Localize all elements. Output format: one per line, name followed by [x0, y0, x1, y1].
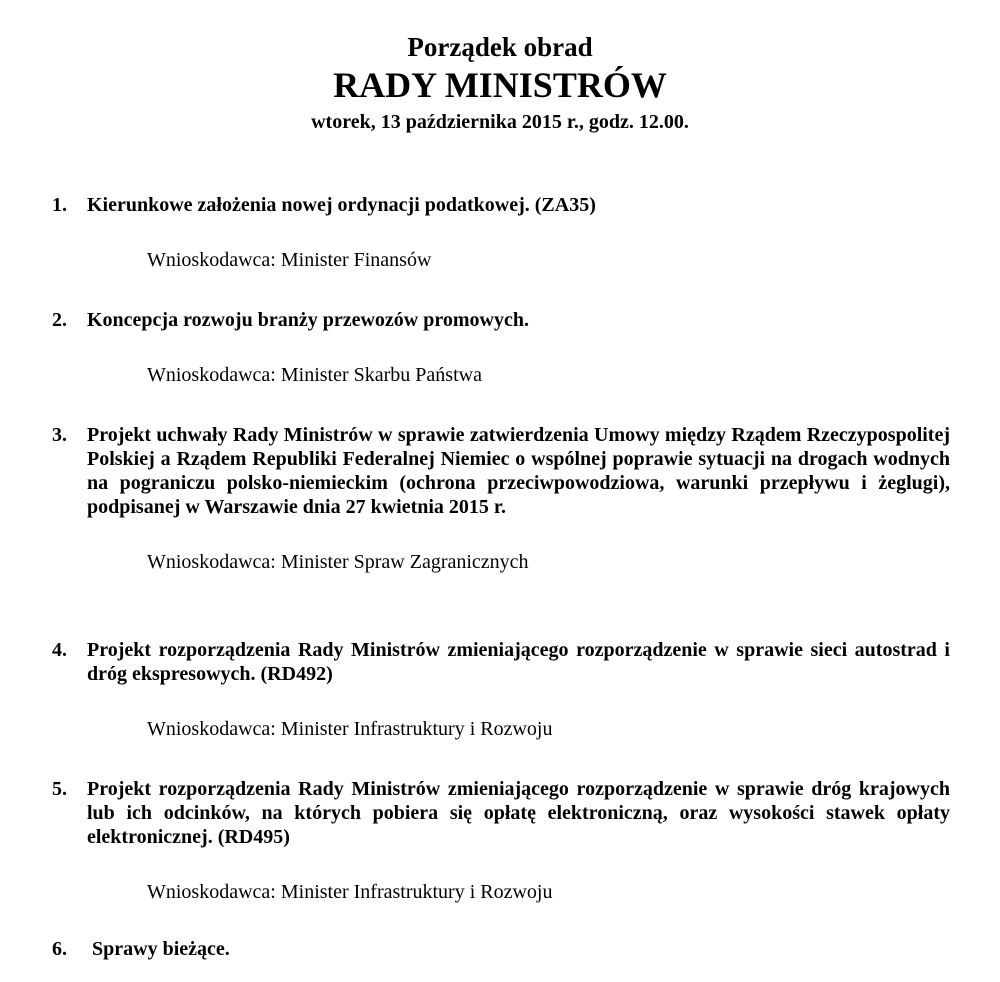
item-proposer: Wnioskodawca: Minister Infrastruktury i Rozwoju [147, 718, 553, 740]
item-number: 3. [52, 424, 67, 446]
item-proposer: Wnioskodawca: Minister Spraw Zagranicznych [147, 551, 529, 573]
agenda-item [52, 937, 950, 961]
item-title: Projekt uchwały Rady Ministrów w sprawie zatwierdzenia Umowy między Rządem Rzeczypospolitej Polskiej a Rządem Republiki Federalnej Niemiec o wspólnej poprawie sytuacji na drogach wodnych na pograniczu polsko-niemieckim (ochrona przeciwpowodziowa, warunki przepływu i żeglugi), podpisanej w Warszawie dnia 27 kwietnia 2015 r. [87, 424, 950, 518]
agenda-heading: Porządek obrad [407, 32, 593, 62]
agenda-item [52, 638, 950, 741]
agenda-item [52, 423, 950, 574]
item-title: Koncepcja rozwoju branży przewozów promowych. [87, 309, 529, 331]
item-proposer: Wnioskodawca: Minister Infrastruktury i Rozwoju [147, 881, 553, 903]
item-title: Projekt rozporządzenia Rady Ministrów zmieniającego rozporządzenie w sprawie dróg krajowych lub ich odcinków, na których pobiera się opłatę elektroniczną, oraz wysokości stawek opłaty elektronicznej. (RD495) [87, 778, 950, 848]
agenda-item [52, 777, 950, 904]
document-header [0, 30, 1000, 136]
item-number: 5. [52, 778, 67, 800]
item-title: Sprawy bieżące. [92, 938, 230, 960]
item-title: Projekt rozporządzenia Rady Ministrów zmieniającego rozporządzenie w sprawie sieci autostrad i dróg ekspresowych. (RD492) [87, 639, 950, 685]
item-proposer: Wnioskodawca: Minister Skarbu Państwa [147, 364, 482, 386]
agenda-item [52, 308, 950, 387]
item-number: 6. [52, 938, 67, 960]
item-title: Kierunkowe założenia nowej ordynacji podatkowej. (ZA35) [87, 194, 596, 216]
item-proposer: Wnioskodawca: Minister Finansów [147, 249, 432, 271]
council-name: RADY MINISTRÓW [333, 65, 667, 105]
meeting-date: wtorek, 13 października 2015 r., godz. 12.00. [311, 111, 689, 133]
item-number: 4. [52, 639, 67, 661]
agenda-item [52, 193, 950, 272]
item-number: 1. [52, 194, 67, 216]
item-number: 2. [52, 309, 67, 331]
